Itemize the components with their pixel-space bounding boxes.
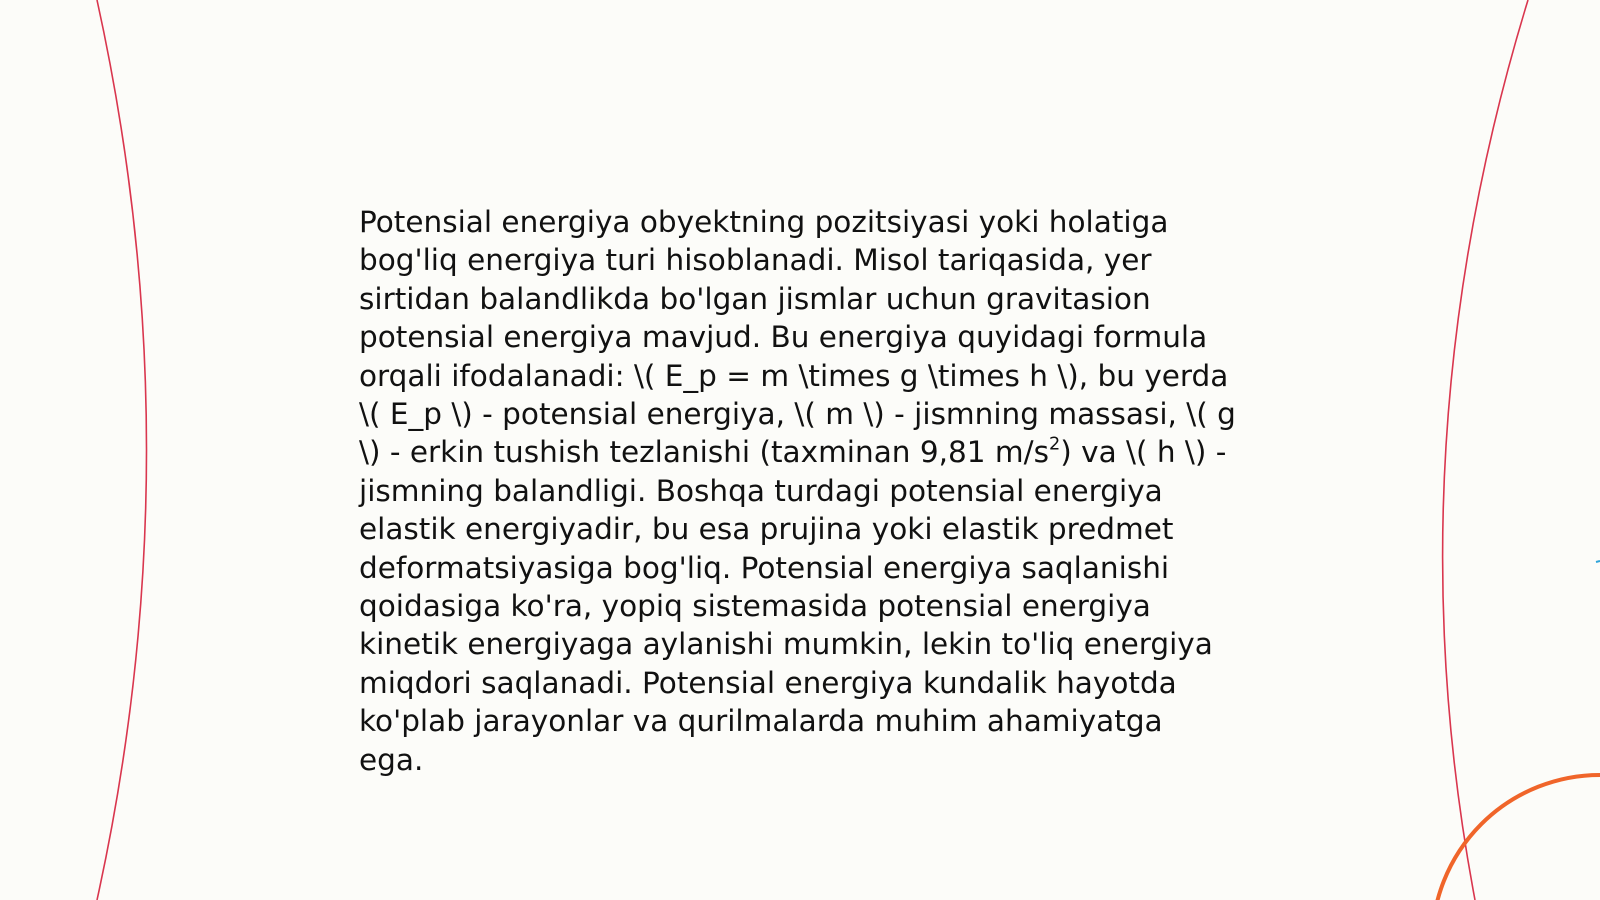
- orange-circle-decoration: [1432, 775, 1600, 900]
- paragraph-text-part-1: Potensial energiya obyektning pozitsiyasi yoki holatiga bog'liq energiya turi hisoblanadi. Misol tariqasida, yer sirtidan balandlikda bo'lgan jismlar uchun gravitasion potensial energiya mavjud. Bu energiya quyidagi formula orqali ifodalanadi: \( E_p = m \times g \times h \), bu yerda \( E_p \) - potensial energiya, \( m \) - jismning massasi, \( g \) - erkin tushish tezlanishi (taxminan 9,81 m/s: [359, 205, 1236, 470]
- right-arc-decoration: [1443, 0, 1528, 900]
- accent-tick-decoration: [1596, 561, 1600, 562]
- body-paragraph: [359, 203, 1239, 779]
- squared-superscript: 2: [1048, 435, 1061, 456]
- left-arc-decoration: [97, 0, 147, 900]
- paragraph-text-part-2: ) va \( h \) - jismning balandligi. Boshqa turdagi potensial energiya elastik energiyadir, bu esa prujina yoki elastik predmet deformatsiyasiga bog'liq. Potensial energiya saqlanishi qoidasiga ko'ra, yopiq sistemasida potensial energiya kinetik energiyaga aylanishi mumkin, lekin to'liq energiya miqdori saqlanadi. Potensial energiya kundalik hayotda ko'plab jarayonlar va qurilmalarda muhim ahamiyatga ega.: [359, 435, 1227, 777]
